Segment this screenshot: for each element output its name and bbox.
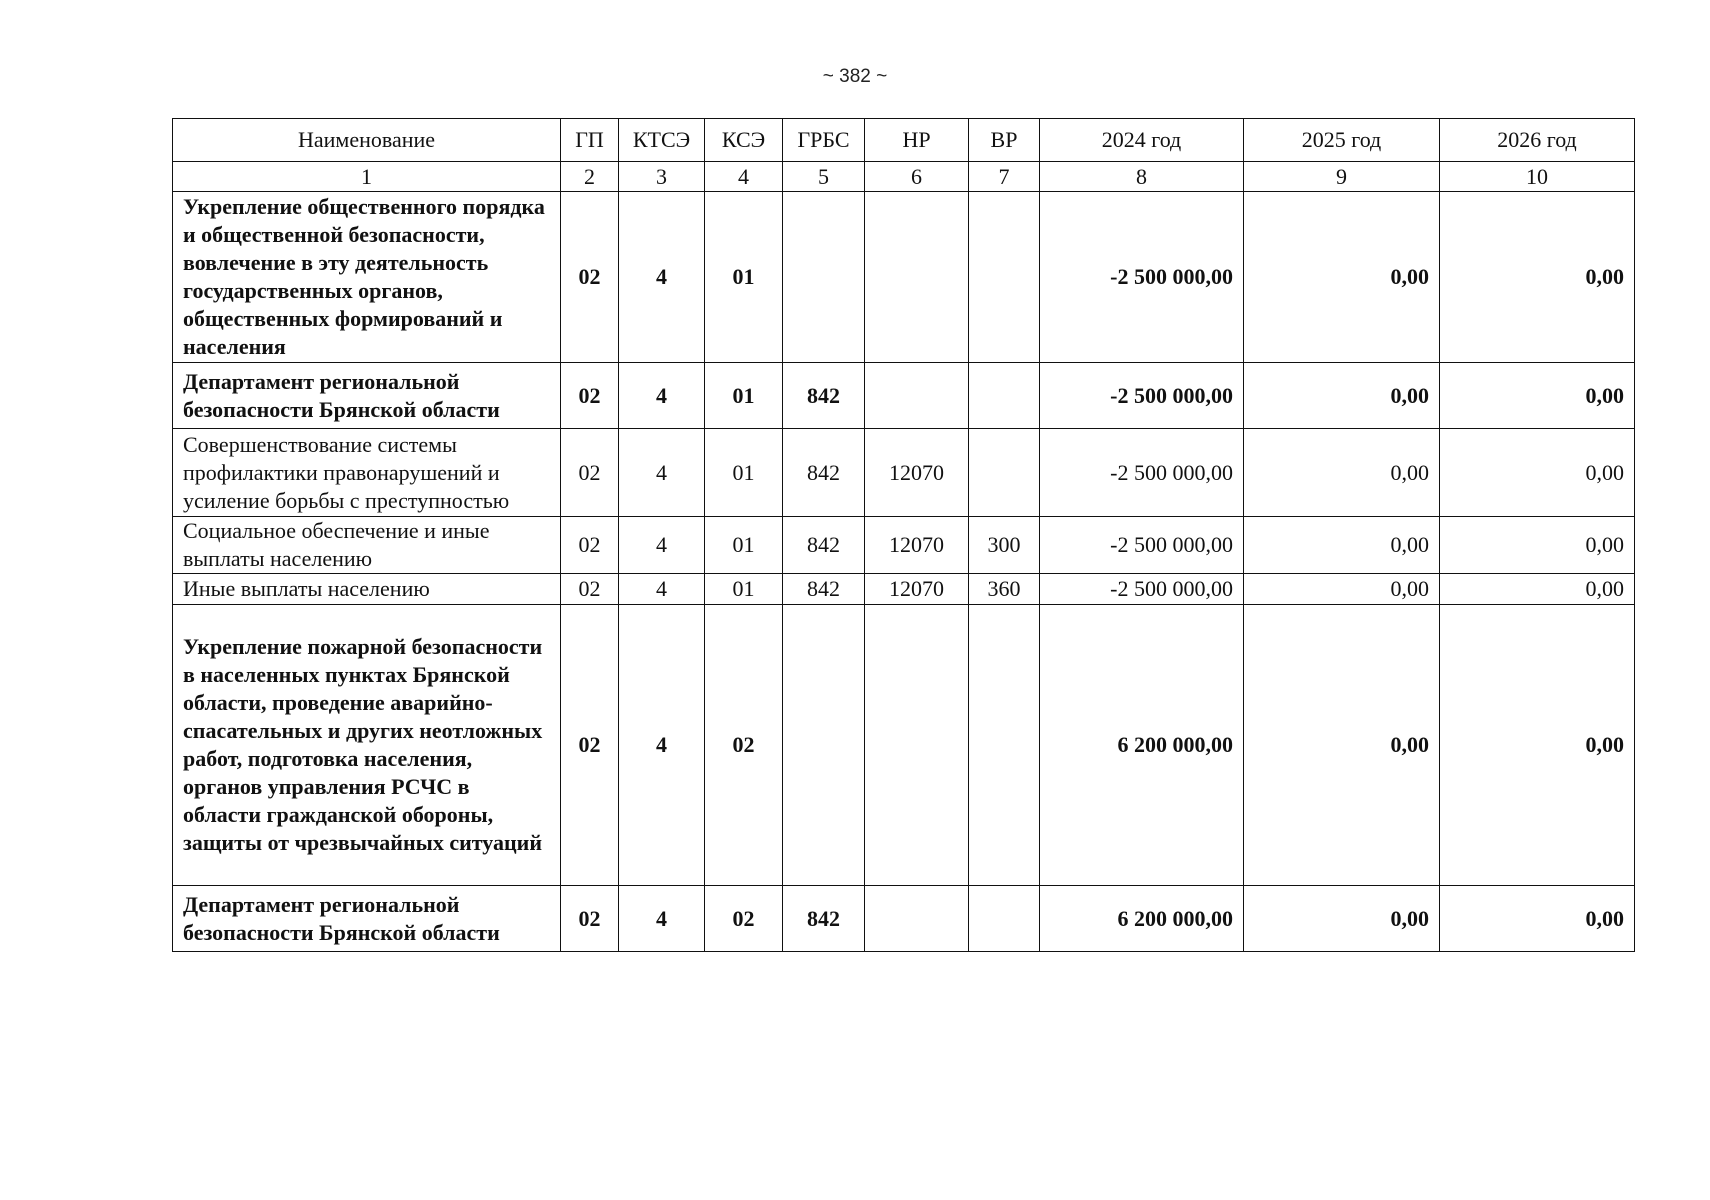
cell-nr: 12070 — [865, 429, 969, 517]
cell-ktse: 4 — [619, 574, 705, 605]
row-name: Совершенствование системы профилактики правонарушений и усиление борьбы с преступностью — [173, 429, 561, 517]
row-name: Департамент региональной безопасности Брянской области — [173, 363, 561, 429]
cell-nr: 12070 — [865, 574, 969, 605]
cell-2026: 0,00 — [1440, 429, 1635, 517]
table-row — [173, 192, 1635, 363]
cell-2024: -2 500 000,00 — [1040, 192, 1244, 363]
row-name: Укрепление пожарной безопасности в населенных пунктах Брянской области, проведение аварийно-спасательных и других неотложных работ, подготовка населения, органов управления РСЧС в области гражданской обороны, защиты от чрезвычайных ситуаций — [173, 605, 561, 886]
cell-grbs: 842 — [783, 429, 865, 517]
header-kse: КСЭ — [705, 119, 783, 162]
cell-vr — [969, 192, 1040, 363]
header-vr: ВР — [969, 119, 1040, 162]
cell-2025: 0,00 — [1244, 192, 1440, 363]
table-row — [173, 429, 1635, 517]
cell-2025: 0,00 — [1244, 429, 1440, 517]
cell-gp: 02 — [561, 574, 619, 605]
cell-kse: 01 — [705, 574, 783, 605]
cell-2024: -2 500 000,00 — [1040, 574, 1244, 605]
cell-ktse: 4 — [619, 886, 705, 952]
column-number: 9 — [1244, 162, 1440, 192]
column-number: 1 — [173, 162, 561, 192]
cell-ktse: 4 — [619, 429, 705, 517]
cell-2025: 0,00 — [1244, 605, 1440, 886]
cell-nr — [865, 192, 969, 363]
header-row — [173, 119, 1635, 162]
cell-ktse: 4 — [619, 605, 705, 886]
row-name: Департамент региональной безопасности Брянской области — [173, 886, 561, 952]
cell-vr — [969, 429, 1040, 517]
cell-2026: 0,00 — [1440, 886, 1635, 952]
page-number: ~ 382 ~ — [822, 66, 888, 87]
header-2024: 2024 год — [1040, 119, 1244, 162]
cell-kse: 01 — [705, 363, 783, 429]
cell-grbs: 842 — [783, 517, 865, 574]
column-number: 2 — [561, 162, 619, 192]
cell-ktse: 4 — [619, 192, 705, 363]
cell-2024: -2 500 000,00 — [1040, 429, 1244, 517]
cell-vr: 300 — [969, 517, 1040, 574]
cell-2026: 0,00 — [1440, 363, 1635, 429]
table-row — [173, 363, 1635, 429]
cell-kse: 01 — [705, 192, 783, 363]
cell-2026: 0,00 — [1440, 517, 1635, 574]
cell-grbs: 842 — [783, 574, 865, 605]
cell-vr — [969, 605, 1040, 886]
cell-grbs: 842 — [783, 886, 865, 952]
cell-nr — [865, 363, 969, 429]
header-name: Наименование — [173, 119, 561, 162]
cell-nr — [865, 605, 969, 886]
column-number: 5 — [783, 162, 865, 192]
column-number: 7 — [969, 162, 1040, 192]
cell-gp: 02 — [561, 886, 619, 952]
cell-grbs — [783, 192, 865, 363]
header-grbs: ГРБС — [783, 119, 865, 162]
cell-2025: 0,00 — [1244, 886, 1440, 952]
column-number: 3 — [619, 162, 705, 192]
column-number-row — [173, 162, 1635, 192]
row-name: Иные выплаты населению — [173, 574, 561, 605]
cell-nr: 12070 — [865, 517, 969, 574]
header-gp: ГП — [561, 119, 619, 162]
cell-2024: 6 200 000,00 — [1040, 886, 1244, 952]
cell-gp: 02 — [561, 605, 619, 886]
table-row — [173, 574, 1635, 605]
cell-2024: 6 200 000,00 — [1040, 605, 1244, 886]
cell-gp: 02 — [561, 363, 619, 429]
cell-2025: 0,00 — [1244, 517, 1440, 574]
header-ktse: КТСЭ — [619, 119, 705, 162]
cell-2026: 0,00 — [1440, 192, 1635, 363]
cell-vr — [969, 363, 1040, 429]
column-number: 10 — [1440, 162, 1635, 192]
cell-2025: 0,00 — [1244, 574, 1440, 605]
header-2026: 2026 год — [1440, 119, 1635, 162]
cell-2026: 0,00 — [1440, 574, 1635, 605]
cell-vr — [969, 886, 1040, 952]
column-number: 6 — [865, 162, 969, 192]
column-number: 8 — [1040, 162, 1244, 192]
budget-table — [172, 118, 1635, 952]
table-row — [173, 605, 1635, 886]
cell-gp: 02 — [561, 192, 619, 363]
cell-2024: -2 500 000,00 — [1040, 517, 1244, 574]
cell-grbs: 842 — [783, 363, 865, 429]
cell-kse: 01 — [705, 517, 783, 574]
cell-2025: 0,00 — [1244, 363, 1440, 429]
cell-nr — [865, 886, 969, 952]
column-number: 4 — [705, 162, 783, 192]
row-name: Укрепление общественного порядка и общественной безопасности, вовлечение в эту деятельность государственных органов, общественных формирований и населения — [173, 192, 561, 363]
header-2025: 2025 год — [1244, 119, 1440, 162]
cell-kse: 02 — [705, 605, 783, 886]
cell-2026: 0,00 — [1440, 605, 1635, 886]
cell-2024: -2 500 000,00 — [1040, 363, 1244, 429]
row-name: Социальное обеспечение и иные выплаты населению — [173, 517, 561, 574]
table-row — [173, 886, 1635, 952]
cell-ktse: 4 — [619, 363, 705, 429]
cell-gp: 02 — [561, 517, 619, 574]
cell-ktse: 4 — [619, 517, 705, 574]
cell-vr: 360 — [969, 574, 1040, 605]
cell-kse: 01 — [705, 429, 783, 517]
cell-gp: 02 — [561, 429, 619, 517]
cell-grbs — [783, 605, 865, 886]
cell-kse: 02 — [705, 886, 783, 952]
header-nr: НР — [865, 119, 969, 162]
table-row — [173, 517, 1635, 574]
